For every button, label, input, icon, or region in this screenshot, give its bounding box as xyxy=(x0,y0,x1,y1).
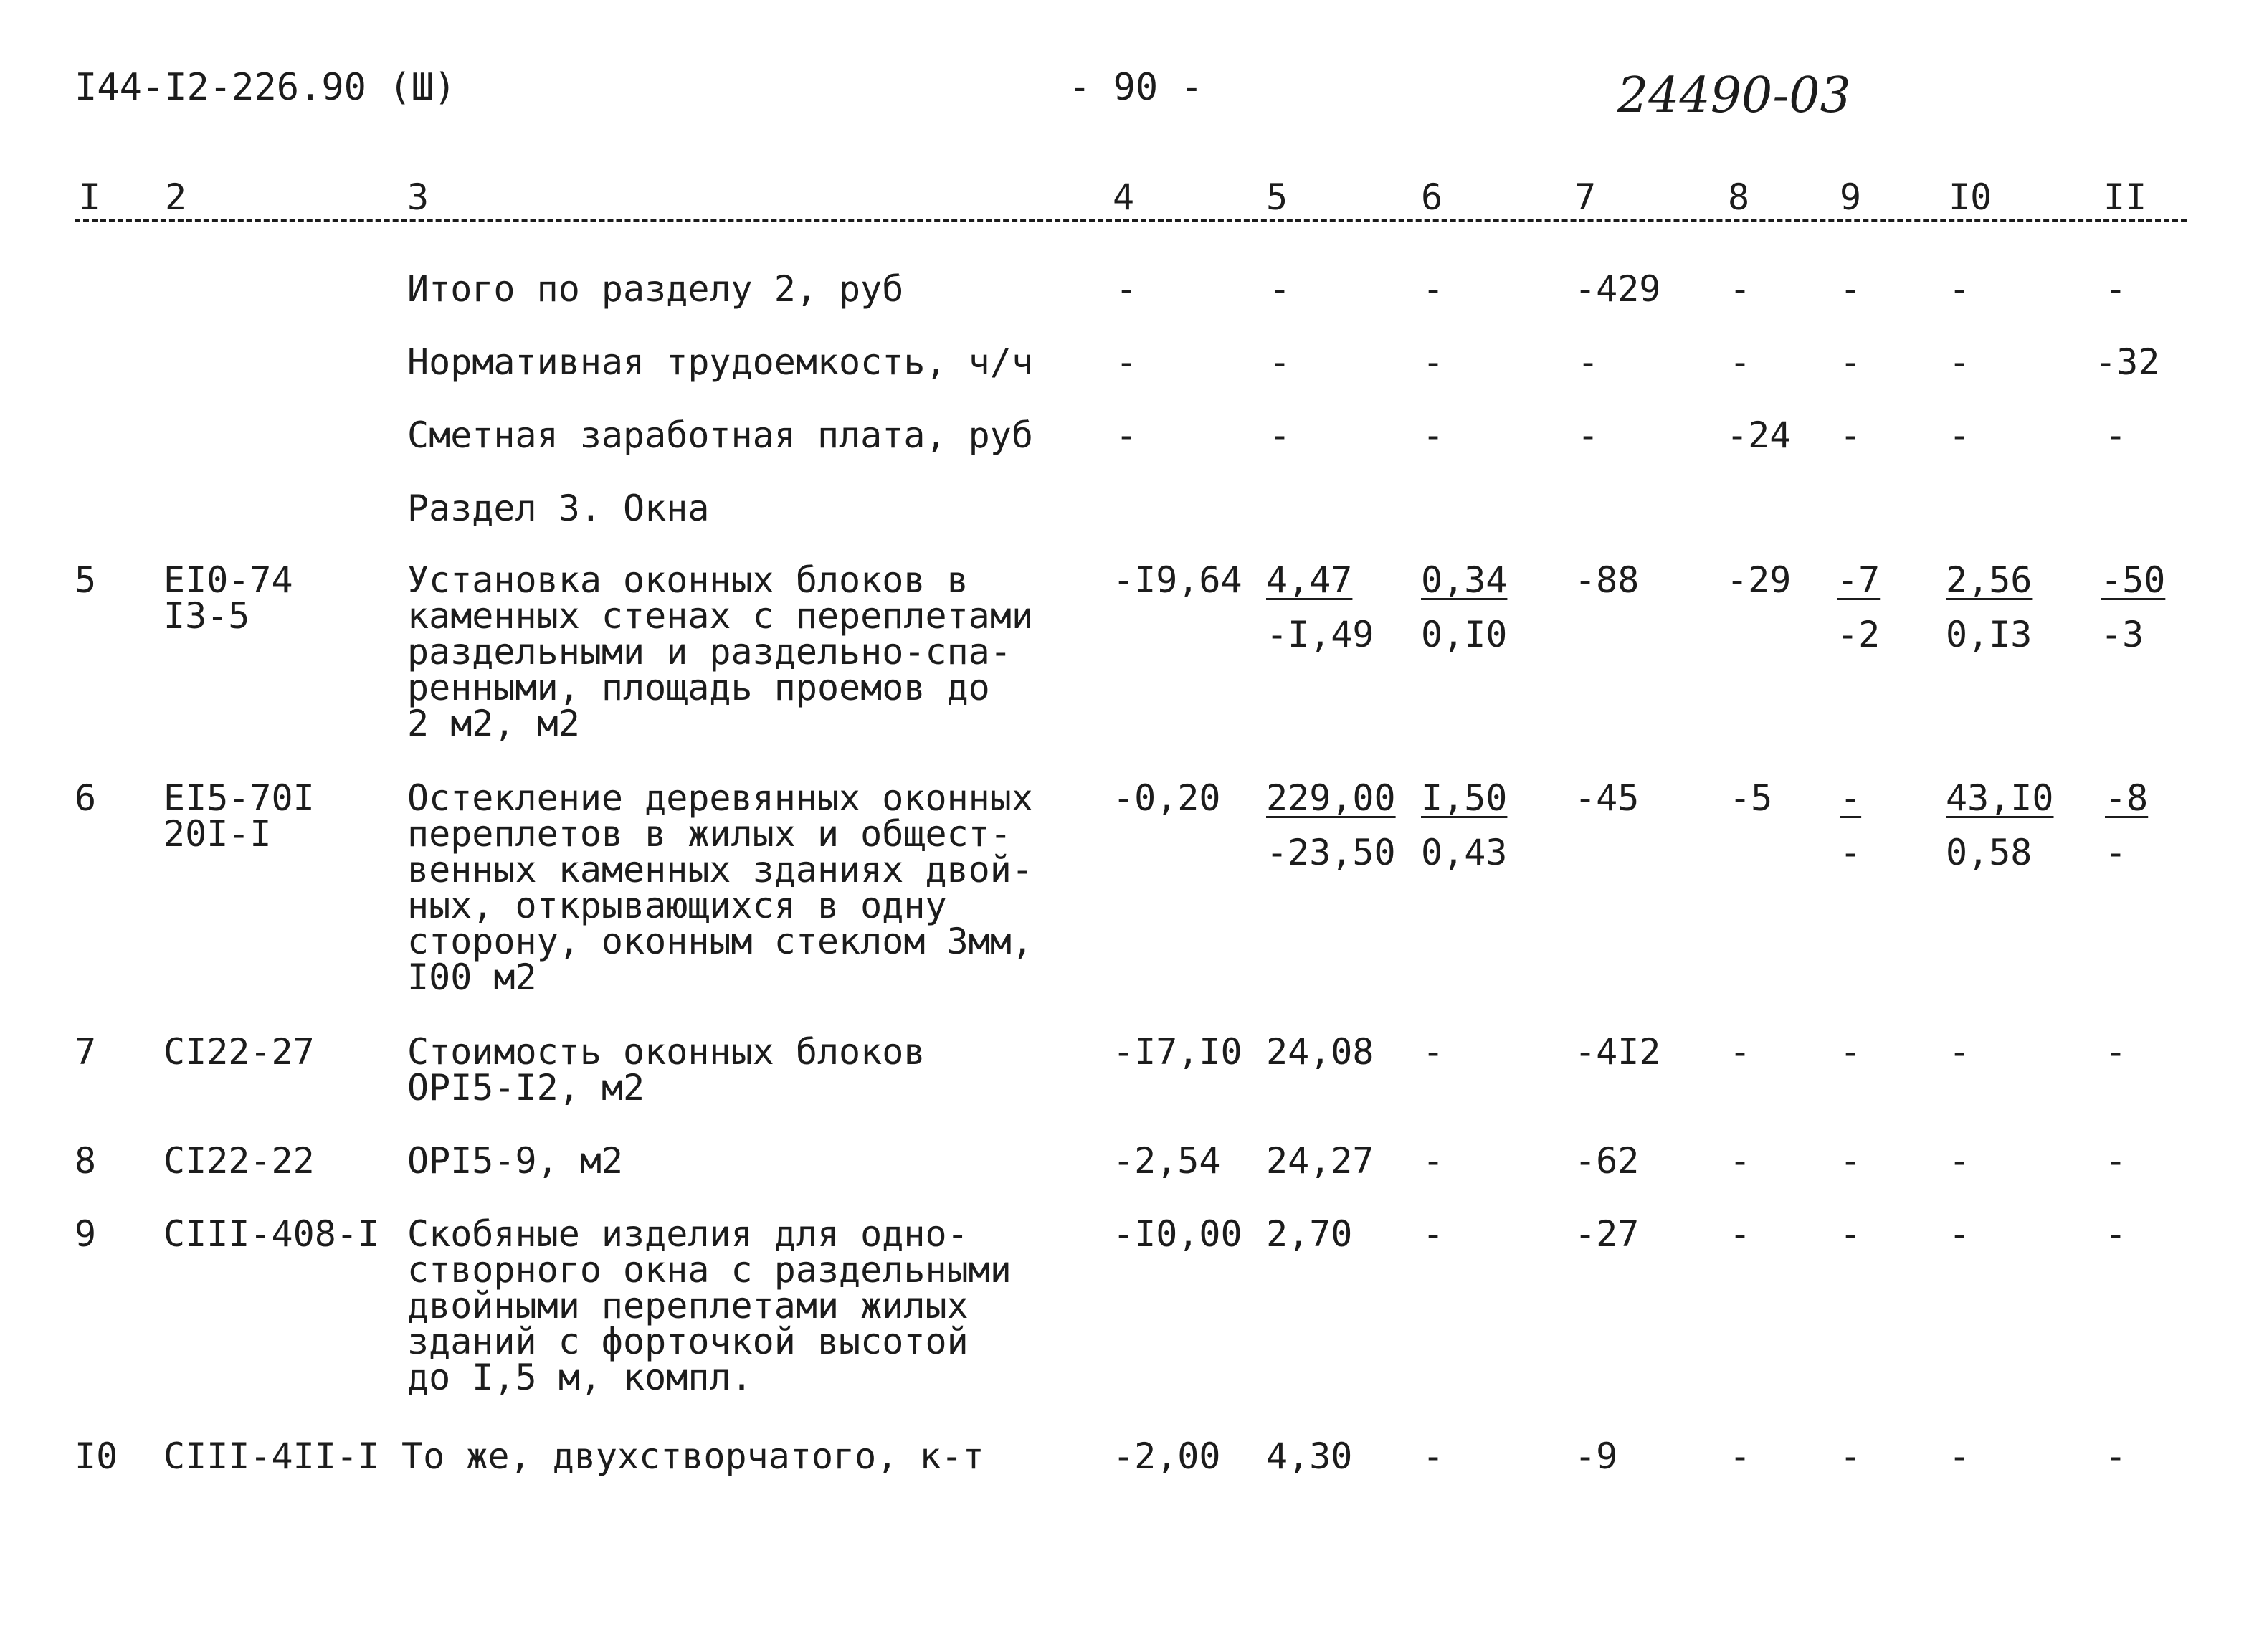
cell-col7: -27 xyxy=(1574,1213,1640,1255)
row-code: CI22-22 xyxy=(163,1140,315,1182)
cell-col4: -2,54 xyxy=(1113,1140,1221,1182)
row-number: 6 xyxy=(75,777,97,819)
cell-col5-bottom: -23,50 xyxy=(1266,832,1396,873)
cell-col4: -0,20 xyxy=(1113,777,1221,819)
cell-col9: - xyxy=(1840,1031,1862,1073)
row-code: CIII-4II-I xyxy=(163,1435,380,1477)
cell-col11: - xyxy=(2105,414,2127,456)
cell-col11-top: -50 xyxy=(2101,559,2166,601)
cell-col4: -I9,64 xyxy=(1113,559,1242,601)
column-number-6: 6 xyxy=(1421,176,1443,218)
cell-col9: - xyxy=(1840,341,1862,383)
cell-col11-bottom: -3 xyxy=(2101,614,2144,655)
cell-col9-bottom: -2 xyxy=(1837,614,1881,655)
cell-col11-bottom: - xyxy=(2105,832,2127,873)
cell-col6: - xyxy=(1422,1435,1445,1477)
cell-col9-top: - xyxy=(1840,777,1862,819)
column-number-7: 7 xyxy=(1574,176,1597,218)
cell-col8: - xyxy=(1729,1031,1751,1073)
cell-col10-top: 2,56 xyxy=(1946,559,2033,601)
cell-col7: -62 xyxy=(1574,1140,1640,1182)
row-code: CI22-27 xyxy=(163,1031,315,1073)
cell-col6-top: 0,34 xyxy=(1421,559,1508,601)
row-number: 5 xyxy=(75,559,97,601)
cell-col6: - xyxy=(1422,414,1445,456)
cell-col5-top: 229,00 xyxy=(1266,777,1396,819)
cell-col6: - xyxy=(1422,341,1445,383)
cell-col5: 2,70 xyxy=(1266,1213,1353,1255)
row-description: То же, двухстворчатого, к-т xyxy=(401,1435,984,1477)
cell-col4: - xyxy=(1116,414,1138,456)
cell-col8: - xyxy=(1729,1435,1751,1477)
column-header-rule xyxy=(75,219,2187,222)
row-number: I0 xyxy=(75,1435,118,1477)
cell-col6: - xyxy=(1422,1213,1445,1255)
cell-col11-top: -8 xyxy=(2105,777,2149,819)
page-number: - 90 - xyxy=(1068,66,1203,109)
cell-col10-top: 43,I0 xyxy=(1946,777,2054,819)
cell-col7: -45 xyxy=(1574,777,1640,819)
row-description: Нормативная трудоемкость, ч/ч xyxy=(407,341,1033,383)
cell-col8: -24 xyxy=(1726,414,1792,456)
cell-col10: - xyxy=(1949,1140,1971,1182)
cell-col9: - xyxy=(1840,1435,1862,1477)
column-number-8: 8 xyxy=(1728,176,1750,218)
section-heading: Раздел 3. Окна xyxy=(407,488,710,529)
cell-col6: - xyxy=(1422,1140,1445,1182)
column-number-10: I0 xyxy=(1949,176,1992,218)
cell-col7: - xyxy=(1577,414,1599,456)
column-number-4: 4 xyxy=(1113,176,1135,218)
row-description: Остекление деревянных оконных переплетов в жилых и общест- венных каменных зданиях двой- ных, открывающихся в одну сторону, оконным стеклом 3мм, I00 м2 xyxy=(407,777,1033,998)
column-number-2: 2 xyxy=(165,176,187,218)
cell-col5: 4,30 xyxy=(1266,1435,1353,1477)
row-code: EI5-70I 20I-I xyxy=(163,777,315,855)
cell-col6-bottom: 0,43 xyxy=(1421,832,1508,873)
cell-col4: - xyxy=(1116,341,1138,383)
row-description: Стоимость оконных блоков ОРI5-I2, м2 xyxy=(407,1031,926,1109)
cell-col5: 24,27 xyxy=(1266,1140,1374,1182)
column-number-1: I xyxy=(79,176,101,218)
cell-col11: -32 xyxy=(2095,341,2160,383)
cell-col8: -5 xyxy=(1729,777,1773,819)
cell-col10: - xyxy=(1949,414,1971,456)
cell-col8: - xyxy=(1729,1140,1751,1182)
row-code: CIII-408-I xyxy=(163,1213,380,1255)
cell-col6-top: I,50 xyxy=(1421,777,1508,819)
column-number-3: 3 xyxy=(407,176,429,218)
cell-col8: - xyxy=(1729,268,1751,310)
cell-col7: -4I2 xyxy=(1574,1031,1661,1073)
row-description: Итого по разделу 2, руб xyxy=(407,268,904,310)
row-number: 9 xyxy=(75,1213,97,1255)
cell-col10: - xyxy=(1949,1435,1971,1477)
cell-col11: - xyxy=(2105,1140,2127,1182)
row-code: EI0-74 I3-5 xyxy=(163,559,293,637)
cell-col5: - xyxy=(1269,268,1291,310)
cell-col9: - xyxy=(1840,414,1862,456)
column-number-9: 9 xyxy=(1840,176,1862,218)
cell-col4: -2,00 xyxy=(1113,1435,1221,1477)
cell-col5: - xyxy=(1269,414,1291,456)
cell-col4: -I7,I0 xyxy=(1113,1031,1242,1073)
cell-col9-bottom: - xyxy=(1840,832,1862,873)
cell-col8: - xyxy=(1729,341,1751,383)
column-number-5: 5 xyxy=(1266,176,1288,218)
cell-col9: - xyxy=(1840,1140,1862,1182)
column-number-11: II xyxy=(2103,176,2147,218)
cell-col7: -88 xyxy=(1574,559,1640,601)
cell-col7: - xyxy=(1577,341,1599,383)
cell-col11: - xyxy=(2105,1031,2127,1073)
cell-col10: - xyxy=(1949,268,1971,310)
cell-col10: - xyxy=(1949,1213,1971,1255)
row-description: Скобяные изделия для одно- створного окна с раздельными двойными переплетами жилых зданий с форточкой высотой до I,5 м, компл. xyxy=(407,1213,1012,1398)
cell-col9: - xyxy=(1840,268,1862,310)
cell-col10-bottom: 0,I3 xyxy=(1946,614,2033,655)
cell-col4: - xyxy=(1116,268,1138,310)
handwritten-inventory-number: 24490-03 xyxy=(1617,67,1851,124)
row-number: 8 xyxy=(75,1140,97,1182)
cell-col10: - xyxy=(1949,1031,1971,1073)
cell-col6-bottom: 0,I0 xyxy=(1421,614,1508,655)
cell-col7: -9 xyxy=(1574,1435,1618,1477)
cell-col4: -I0,00 xyxy=(1113,1213,1242,1255)
cell-col9: - xyxy=(1840,1213,1862,1255)
cell-col8: - xyxy=(1729,1213,1751,1255)
cell-col11: - xyxy=(2105,1213,2127,1255)
cell-col5-bottom: -I,49 xyxy=(1266,614,1374,655)
cell-col10-bottom: 0,58 xyxy=(1946,832,2033,873)
cell-col7: -429 xyxy=(1574,268,1661,310)
cell-col5: - xyxy=(1269,341,1291,383)
cell-col11: - xyxy=(2105,268,2127,310)
cell-col6: - xyxy=(1422,1031,1445,1073)
cell-col9-top: -7 xyxy=(1837,559,1881,601)
row-description: Установка оконных блоков в каменных стенах с переплетами раздельными и раздельно-спа- ренными, площадь проемов до 2 м2, м2 xyxy=(407,559,1033,744)
cell-col6: - xyxy=(1422,268,1445,310)
row-description: Сметная заработная плата, руб xyxy=(407,414,1033,456)
row-number: 7 xyxy=(75,1031,97,1073)
document-code: I44-I2-226.90 (Ш) xyxy=(75,66,457,109)
cell-col11: - xyxy=(2105,1435,2127,1477)
cell-col10: - xyxy=(1949,341,1971,383)
row-description: ОРI5-9, м2 xyxy=(407,1140,624,1182)
cell-col5-top: 4,47 xyxy=(1266,559,1353,601)
cell-col8: -29 xyxy=(1726,559,1792,601)
cell-col5: 24,08 xyxy=(1266,1031,1374,1073)
